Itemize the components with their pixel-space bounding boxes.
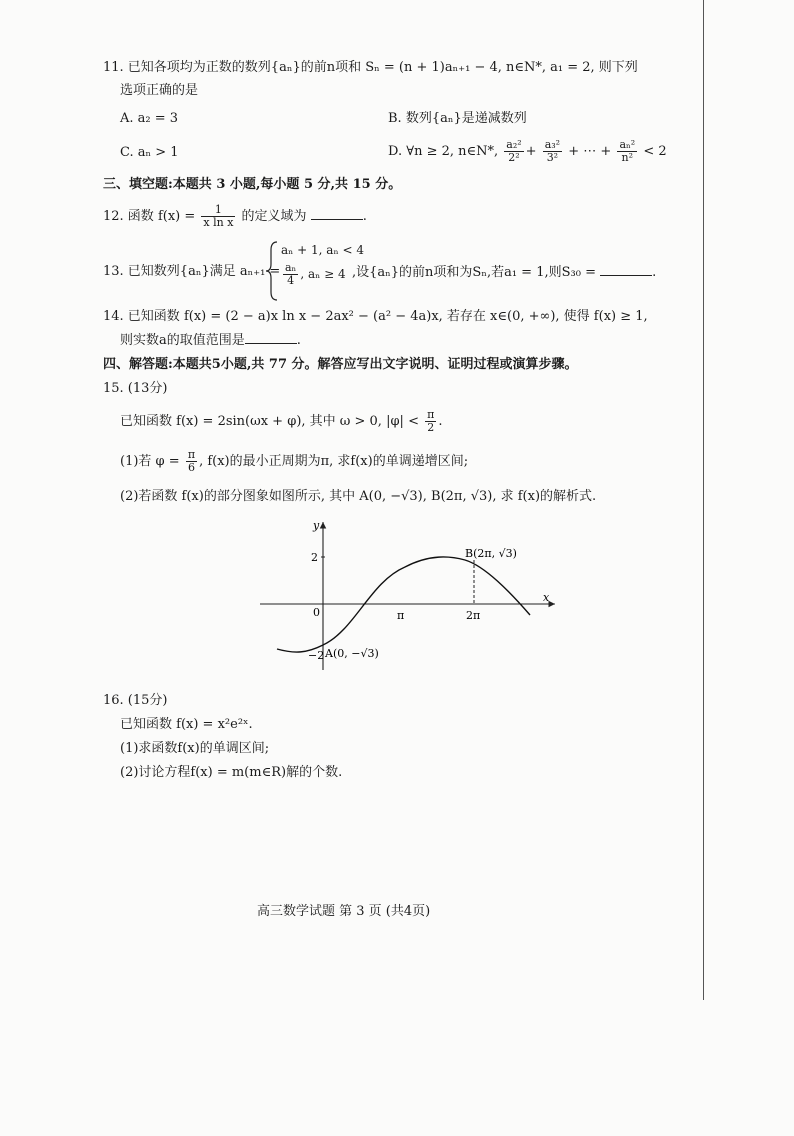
point-a-label: A(0, −√3): [325, 647, 379, 660]
q11-option-b: B. 数列{aₙ}是递减数列: [388, 111, 527, 126]
q11-option-d: D. ∀n ≥ 2, n∈N*, $\frac{\text{a₂²}}{\text{2²}}$ + $\frac{\text{a₃²}}{\text{3²}}$ + ⋯ + $\frac{\text{aₙ²}}{\text{n²}}$ < 2: [388, 138, 667, 164]
origin-label: 0: [313, 606, 320, 619]
section4-heading: 四、解答题:本题共5小题,共 77 分。解答应写出文字说明、证明过程或演算步骤。: [103, 357, 578, 372]
q12-fraction: $\frac{1}{\text{x ln x}}$: [203, 203, 234, 229]
y-tick-neg2: −2: [308, 649, 325, 662]
q13-suffix: ,设{aₙ}的前n项和为Sₙ,若a₁ = 1,则S₃₀ = .: [352, 265, 657, 280]
q16-part1: (1)求函数f(x)的单调区间;: [120, 741, 270, 756]
q15-part2: (2)若函数 f(x)的部分图象如图所示, 其中 A(0, −√3), B(2π, √3), 求 f(x)的解析式.: [120, 489, 597, 504]
q11-option-d-prefix: D. ∀n ≥ 2, n∈N*,: [388, 144, 499, 159]
q15-graph: [255, 512, 565, 672]
page-edge-rule: [703, 0, 704, 1000]
q11-d-term1: $\frac{\text{a₂²}}{\text{2²}}$: [506, 138, 522, 164]
x-tick-2pi: 2π: [466, 609, 481, 622]
q11-stem-line1: 11. 已知各项均为正数的数列{aₙ}的前n项和 Sₙ = (n + 1)aₙ₊₁ − 4, n∈N*, a₁ = 2, 则下列: [103, 60, 638, 75]
q12-line: 12. 函数 f(x) = $\frac{1}{\text{x ln x}}$ 的定义域为 .: [103, 203, 367, 229]
section3-heading: 三、填空题:本题共 3 小题,每小题 5 分,共 15 分。: [103, 177, 402, 192]
q12-suffix: 的定义域为: [241, 209, 307, 224]
q13-answer-blank[interactable]: [600, 263, 652, 276]
q12-prefix: 12. 函数 f(x) =: [103, 209, 200, 224]
q15-given: 已知函数 f(x) = 2sin(ωx + φ), 其中 ω > 0, |φ| < $\frac{\pi}{2}$ .: [120, 408, 443, 434]
q12-answer-blank[interactable]: [311, 207, 363, 220]
q16-given: 已知函数 f(x) = x²e²ˣ.: [120, 717, 253, 732]
q13-case1: aₙ + 1, aₙ < 4: [281, 243, 364, 257]
q11-option-c: C. aₙ > 1: [120, 145, 179, 160]
q15-part1-fraction: $\frac{\pi}{6}$: [187, 448, 196, 474]
q15-given-fraction: $\frac{\pi}{2}$: [427, 408, 435, 434]
q16-part2: (2)讨论方程f(x) = m(m∈R)解的个数.: [120, 765, 343, 780]
q11-stem-line2: 选项正确的是: [120, 83, 199, 98]
point-b-label: B(2π, √3): [465, 547, 517, 560]
q16-heading: 16. (15分): [103, 693, 168, 708]
x-axis-label: x: [543, 591, 550, 604]
q13-prefix: 13. 已知数列{aₙ}满足 aₙ₊₁ =: [103, 264, 281, 279]
page-footer: 高三数学试题 第 3 页 (共4页): [257, 904, 431, 919]
q13-case2: $\frac{\text{aₙ}}{4}$ , aₙ ≥ 4: [285, 261, 346, 287]
q11-d-term3: $\frac{\text{aₙ²}}{\text{n²}}$: [619, 138, 636, 164]
x-tick-pi: π: [397, 609, 405, 622]
q14-line1: 14. 已知函数 f(x) = (2 − a)x ln x − 2ax² − (a² − 4a)x, 若存在 x∈(0, +∞), 使得 f(x) ≥ 1,: [103, 309, 648, 324]
q15-part1: (1)若 φ = $\frac{\pi}{6}$ , f(x)的最小正周期为π, 求f(x)的单调递增区间;: [120, 448, 469, 474]
y-tick-2: 2: [311, 551, 318, 564]
y-axis-label: y: [313, 519, 320, 532]
q14-answer-blank[interactable]: [245, 331, 297, 344]
q11-d-suffix: < 2: [643, 144, 667, 159]
q13-brace: [265, 240, 279, 302]
q11-d-term2: $\frac{\text{a₃²}}{\text{3²}}$: [544, 138, 561, 164]
q11-option-a: A. a₂ = 3: [120, 111, 179, 126]
q15-heading: 15. (13分): [103, 381, 168, 396]
q14-line2: 则实数a的取值范围是 .: [120, 333, 301, 348]
q11-d-ellipsis: + ⋯ +: [568, 144, 612, 159]
